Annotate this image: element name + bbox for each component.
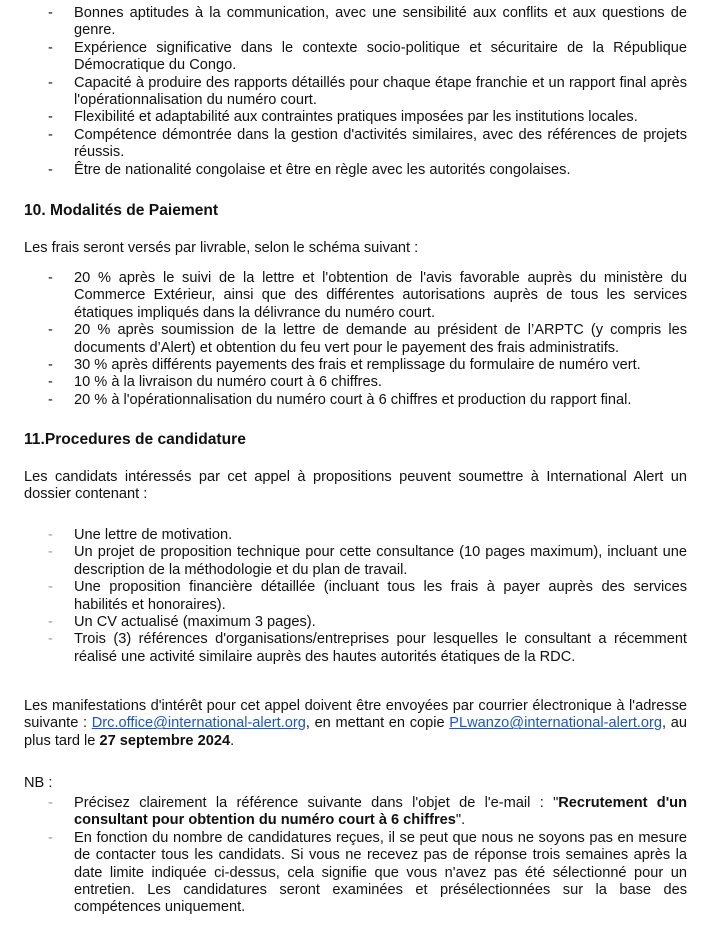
list-item: - Compétence démontrée dans la gestion d'activités similaires, avec des références de projets réussis. — [48, 126, 687, 161]
list-item-text: Compétence démontrée dans la gestion d'activités similaires, avec des références de projets réussis. — [74, 126, 687, 161]
list-item: - En fonction du nombre de candidatures reçues, il se peut que nous ne soyons pas en mesure de contacter tous les candidats. Si vous ne recevez pas de réponse trois semaines après la date limite indiquée ci-dessus, cela signifie que vous n'avez pas été sélectionné pour un entretien. Les candidatures seront examinées et présélectionnées sur la base des compétences uniquement. — [48, 829, 687, 916]
section-11-heading: 11.Procedures de candidature — [24, 431, 246, 448]
list-item: - 20 % après le suivi de la lettre et l'obtention de l'avis favorable auprès du ministère du Commerce Extérieur, ainsi que des différentes autorisations auprès de tous les services étatiques impliqués dans la délivrance du numéro court. — [48, 270, 687, 321]
contact-text: . — [230, 732, 235, 749]
list-item: - Précisez clairement la référence suivante dans l'objet de l'e-mail : "Recrutement d'un consultant pour obtention du numéro court à 6 chiffres". — [48, 795, 687, 829]
list-item-text: 20 % après le suivi de la lettre et l'obtention de l'avis favorable auprès du ministère du Commerce Extérieur, ainsi que des différentes autorisations auprès de tous les services étatiques impliqués dans la délivrance du numéro court. — [74, 270, 687, 321]
email-subject-reference: Recrutement d'un consultant pour obtention du numéro court à 6 chiffres — [74, 795, 687, 829]
section-11-intro: Les candidats intéressés par cet appel à propositions peuvent soumettre à International Alert un dossier contenant : — [24, 469, 687, 503]
nb-text: ". — [455, 812, 466, 829]
list-item: - Un projet de proposition technique pour cette consultance (10 pages maximum), incluant une description de la méthodologie et du plan de travail. — [48, 544, 687, 578]
payment-list — [0, 270, 711, 409]
list-item-text: 20 % à l'opérationnalisation du numéro court à 6 chiffres et production du rapport final. — [74, 391, 632, 408]
list-item-text: Capacité à produire des rapports détaillés pour chaque étape franchie et un rapport final après l'opérationnalisation du numéro court. — [74, 74, 687, 109]
list-item: - Flexibilité et adaptabilité aux contraintes pratiques imposées par les institutions locales. — [48, 109, 638, 126]
application-list — [0, 527, 711, 666]
list-item: - 10 % à la livraison du numéro court à 6 chiffres. — [48, 374, 382, 391]
section-10-intro: Les frais seront versés par livrable, selon le schéma suivant : — [24, 240, 419, 256]
list-item-text: 30 % après différents payements des frais et remplissage du formulaire de numéro vert. — [74, 357, 641, 374]
list-item-text: Expérience significative dans le contexte socio-politique et sécuritaire de la République Démocratique du Congo. — [74, 39, 687, 74]
contact-paragraph — [24, 698, 687, 750]
list-item: - Être de nationalité congolaise et être en règle avec les autorités congolaises. — [48, 161, 571, 178]
section-10-heading: 10. Modalités de Paiement — [24, 202, 219, 219]
list-item: - Expérience significative dans le contexte socio-politique et sécuritaire de la République Démocratique du Congo. — [48, 39, 687, 74]
list-item-text: Une proposition financière détaillée (incluant tous les frais à payer auprès des services habilités et honoraires). — [74, 579, 687, 613]
list-item-text: 20 % après soumission de la lettre de demande au président de l’ARPTC (y compris les documents d’Alert) et obtention du feu vert pour le payement des frais administratifs. — [74, 322, 687, 356]
email-link-plwanzo[interactable]: PLwanzo@international-alert.org — [449, 715, 663, 732]
list-item: - Trois (3) références d'organisations/entreprises pour lesquelles le consultant a récemment réalisé une activité similaire auprès des hautes autorités étatiques de la RDC. — [48, 631, 687, 665]
contact-text: , en mettant en copie — [305, 715, 450, 732]
list-item: - Un CV actualisé (maximum 3 pages). — [48, 614, 316, 631]
list-item-text: Bonnes aptitudes à la communication, avec une sensibilité aux conflits et aux questions de genre. — [74, 5, 687, 39]
list-item-text: 10 % à la livraison du numéro court à 6 chiffres. — [74, 374, 382, 391]
list-item-text: Flexibilité et adaptabilité aux contraintes pratiques imposées par les institutions locales. — [74, 109, 638, 126]
list-item-text: Un CV actualisé (maximum 3 pages). — [74, 614, 316, 631]
nb-text: En fonction du nombre de candidatures reçues, il se peut que nous ne soyons pas en mesure de contacter tous les candidats. Si vous ne recevez pas de réponse trois semaines après la date limite indiquée ci-dessus, cela signifie que vous n'avez pas été sélectionné pour un entretien. Les candidatures seront examinées et présélectionnées sur la base des compétences uniquement. — [74, 829, 687, 916]
deadline-date: 27 septembre 2024 — [99, 732, 231, 749]
nb-text: Précisez clairement la référence suivante dans l'objet de l'e-mail : " — [74, 795, 559, 811]
email-link-drc-office[interactable]: Drc.office@international-alert.org — [91, 715, 306, 732]
contact-text: Les manifestations d'intérêt pour cet appel doivent être envoyées par courrier électronique à l'adresse suivante : — [24, 698, 687, 732]
list-item-text: Être de nationalité congolaise et être en règle avec les autorités congolaises. — [74, 161, 571, 178]
list-item: - 30 % après différents payements des frais et remplissage du formulaire de numéro vert. — [48, 357, 641, 374]
list-item-text: Une lettre de motivation. — [74, 527, 233, 543]
list-item: - Une proposition financière détaillée (incluant tous les frais à payer auprès des services habilités et honoraires). — [48, 579, 687, 613]
list-item: - Une lettre de motivation. — [48, 527, 233, 543]
requirements-list — [0, 5, 711, 179]
list-item: - 20 % après soumission de la lettre de demande au président de l’ARPTC (y compris les documents d’Alert) et obtention du feu vert pour le payement des frais administratifs. — [48, 322, 687, 356]
list-item: - 20 % à l'opérationnalisation du numéro court à 6 chiffres et production du rapport final. — [48, 391, 632, 408]
list-item-text: Trois (3) références d'organisations/entreprises pour lesquelles le consultant a récemment réalisé une activité similaire auprès des hautes autorités étatiques de la RDC. — [74, 631, 687, 665]
nb-label: NB : — [24, 775, 53, 791]
list-item: - Capacité à produire des rapports détaillés pour chaque étape franchie et un rapport final après l'opérationnalisation du numéro court. — [48, 74, 687, 109]
list-item: - Bonnes aptitudes à la communication, avec une sensibilité aux conflits et aux questions de genre. — [48, 5, 687, 39]
nb-list — [0, 795, 711, 917]
list-item-text: Un projet de proposition technique pour cette consultance (10 pages maximum), incluant une description de la méthodologie et du plan de travail. — [74, 544, 687, 578]
contact-text: , au plus tard le — [24, 715, 687, 749]
